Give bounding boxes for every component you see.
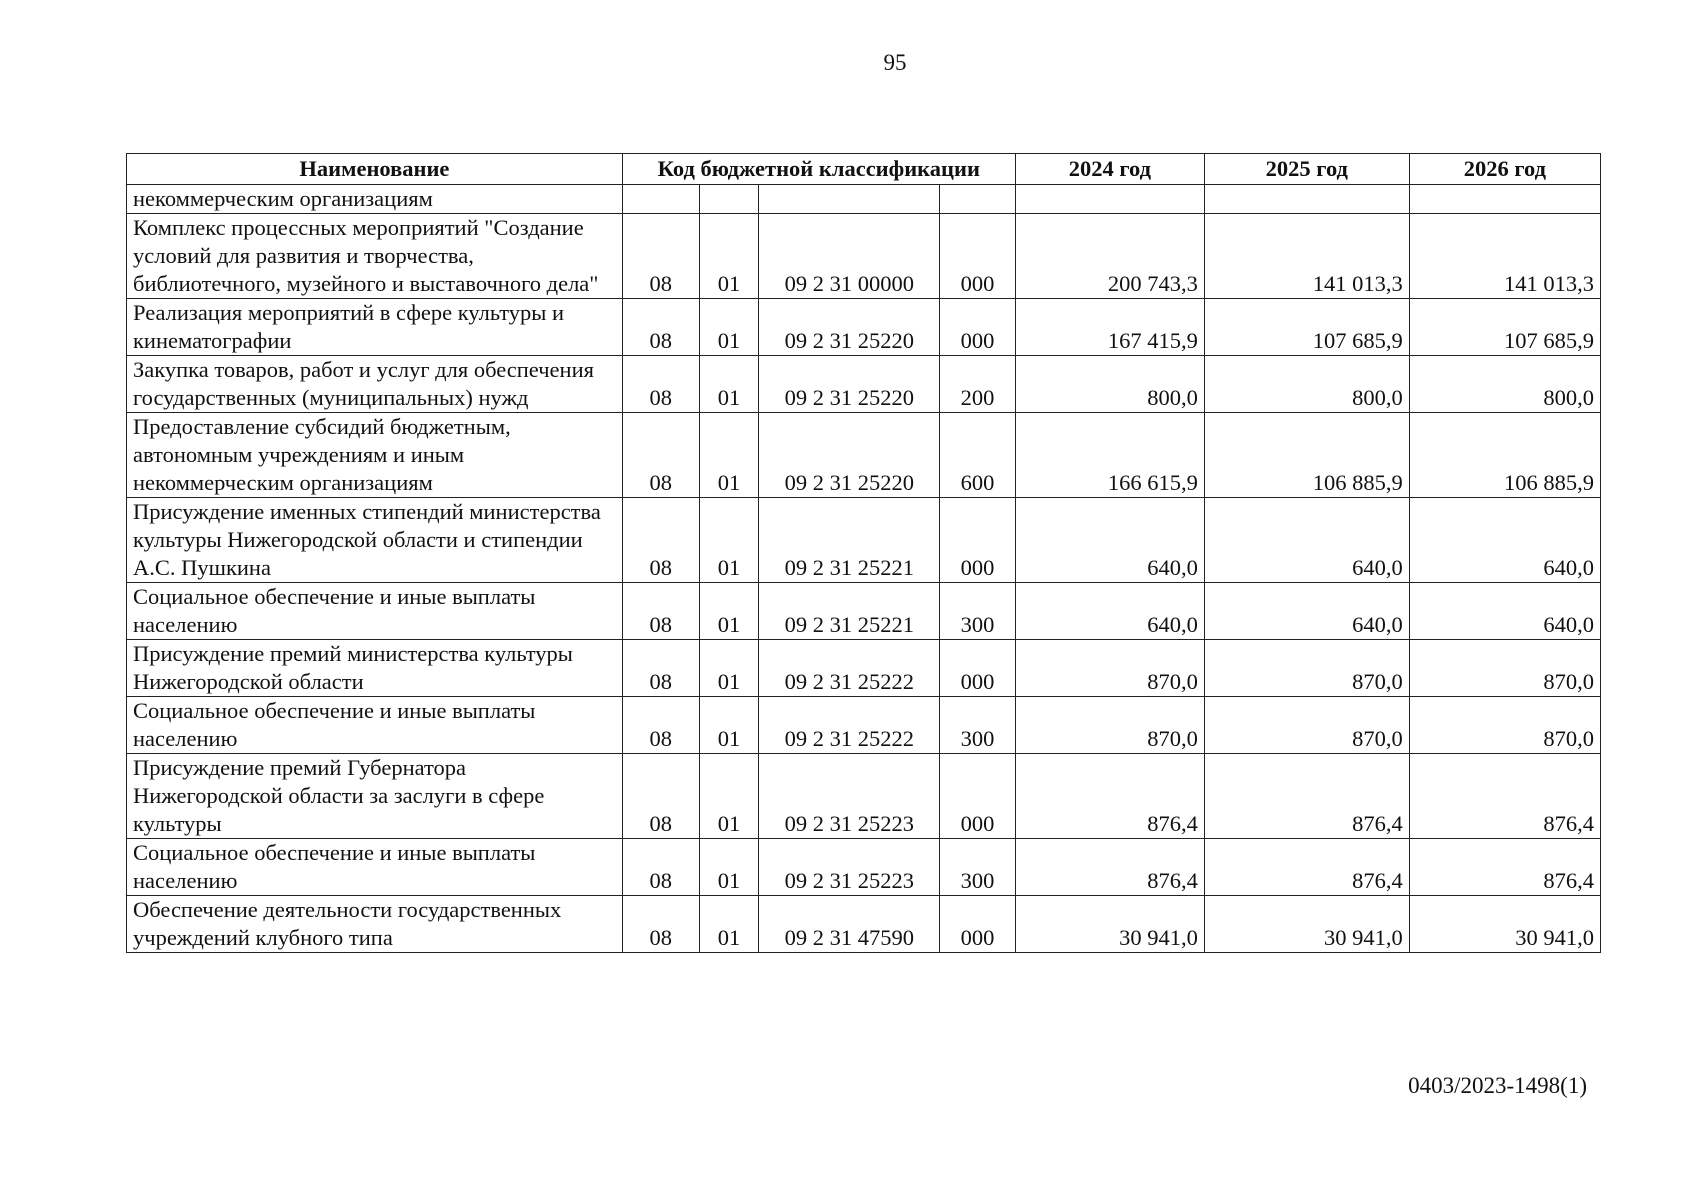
amount-2026: 870,0 bbox=[1409, 697, 1600, 754]
amount-2024: 30 941,0 bbox=[1015, 896, 1204, 953]
amount-2024: 166 615,9 bbox=[1015, 413, 1204, 498]
blank-cell bbox=[1409, 185, 1600, 214]
blank-cell bbox=[759, 185, 940, 214]
amount-2024: 800,0 bbox=[1015, 356, 1204, 413]
amount-2025: 640,0 bbox=[1204, 583, 1409, 640]
expense-type-code: 000 bbox=[940, 896, 1016, 953]
amount-2024: 876,4 bbox=[1015, 839, 1204, 896]
section-code: 08 bbox=[622, 356, 699, 413]
amount-2025: 876,4 bbox=[1204, 754, 1409, 839]
amount-2026: 106 885,9 bbox=[1409, 413, 1600, 498]
section-code: 08 bbox=[622, 299, 699, 356]
page-number: 95 bbox=[883, 50, 907, 75]
subsection-code: 01 bbox=[699, 583, 759, 640]
row-name: Закупка товаров, работ и услуг для обеспечения государственных (муниципальных) нужд bbox=[127, 356, 623, 413]
blank-cell bbox=[622, 185, 699, 214]
amount-2026: 141 013,3 bbox=[1409, 214, 1600, 299]
table-row bbox=[127, 640, 1601, 697]
row-name: Социальное обеспечение и иные выплаты населению bbox=[127, 839, 623, 896]
expense-type-code: 000 bbox=[940, 299, 1016, 356]
subsection-code: 01 bbox=[699, 697, 759, 754]
amount-2026: 870,0 bbox=[1409, 640, 1600, 697]
amount-2026: 107 685,9 bbox=[1409, 299, 1600, 356]
amount-2024: 640,0 bbox=[1015, 498, 1204, 583]
amount-2025: 640,0 bbox=[1204, 498, 1409, 583]
section-code: 08 bbox=[622, 413, 699, 498]
expense-type-code: 600 bbox=[940, 413, 1016, 498]
amount-2024: 876,4 bbox=[1015, 754, 1204, 839]
row-name: Присуждение премий министерства культуры Нижегородской области bbox=[127, 640, 623, 697]
subsection-code: 01 bbox=[699, 299, 759, 356]
amount-2025: 106 885,9 bbox=[1204, 413, 1409, 498]
expense-type-code: 200 bbox=[940, 356, 1016, 413]
amount-2025: 800,0 bbox=[1204, 356, 1409, 413]
expense-type-code: 000 bbox=[940, 214, 1016, 299]
amount-2026: 876,4 bbox=[1409, 839, 1600, 896]
table-row bbox=[127, 356, 1601, 413]
row-name: Присуждение именных стипендий министерства культуры Нижегородской области и стипендии А.С. Пушкина bbox=[127, 498, 623, 583]
row-name: Социальное обеспечение и иные выплаты населению bbox=[127, 697, 623, 754]
section-code: 08 bbox=[622, 839, 699, 896]
amount-2024: 167 415,9 bbox=[1015, 299, 1204, 356]
target-article-code: 09 2 31 25220 bbox=[759, 299, 940, 356]
header-budget-code: Код бюджетной классификации bbox=[622, 154, 1015, 185]
subsection-code: 01 bbox=[699, 896, 759, 953]
header-2026: 2026 год bbox=[1409, 154, 1600, 185]
blank-cell bbox=[940, 185, 1016, 214]
table-row bbox=[127, 896, 1601, 953]
target-article-code: 09 2 31 25221 bbox=[759, 583, 940, 640]
section-code: 08 bbox=[622, 498, 699, 583]
amount-2026: 800,0 bbox=[1409, 356, 1600, 413]
amount-2024: 870,0 bbox=[1015, 697, 1204, 754]
amount-2025: 876,4 bbox=[1204, 839, 1409, 896]
continuation-name: некоммерческим организациям bbox=[127, 185, 623, 214]
amount-2025: 870,0 bbox=[1204, 640, 1409, 697]
subsection-code: 01 bbox=[699, 356, 759, 413]
expense-type-code: 300 bbox=[940, 697, 1016, 754]
document-registration-code: 0403/2023-1498(1) bbox=[1408, 1073, 1587, 1098]
amount-2024: 640,0 bbox=[1015, 583, 1204, 640]
row-name: Предоставление субсидий бюджетным, автономным учреждениям и иным некоммерческим организациям bbox=[127, 413, 623, 498]
subsection-code: 01 bbox=[699, 498, 759, 583]
blank-cell bbox=[1015, 185, 1204, 214]
subsection-code: 01 bbox=[699, 839, 759, 896]
target-article-code: 09 2 31 25221 bbox=[759, 498, 940, 583]
target-article-code: 09 2 31 00000 bbox=[759, 214, 940, 299]
target-article-code: 09 2 31 25222 bbox=[759, 640, 940, 697]
section-code: 08 bbox=[622, 583, 699, 640]
header-name: Наименование bbox=[127, 154, 623, 185]
amount-2025: 141 013,3 bbox=[1204, 214, 1409, 299]
amount-2024: 870,0 bbox=[1015, 640, 1204, 697]
target-article-code: 09 2 31 25223 bbox=[759, 754, 940, 839]
amount-2026: 30 941,0 bbox=[1409, 896, 1600, 953]
subsection-code: 01 bbox=[699, 640, 759, 697]
expense-type-code: 000 bbox=[940, 640, 1016, 697]
continuation-row bbox=[127, 185, 1601, 214]
row-name: Социальное обеспечение и иные выплаты населению bbox=[127, 583, 623, 640]
target-article-code: 09 2 31 25220 bbox=[759, 413, 940, 498]
table-row bbox=[127, 583, 1601, 640]
amount-2024: 200 743,3 bbox=[1015, 214, 1204, 299]
subsection-code: 01 bbox=[699, 214, 759, 299]
row-name: Присуждение премий Губернатора Нижегородской области за заслуги в сфере культуры bbox=[127, 754, 623, 839]
section-code: 08 bbox=[622, 754, 699, 839]
section-code: 08 bbox=[622, 697, 699, 754]
expense-type-code: 000 bbox=[940, 754, 1016, 839]
table-row bbox=[127, 214, 1601, 299]
amount-2025: 107 685,9 bbox=[1204, 299, 1409, 356]
target-article-code: 09 2 31 25220 bbox=[759, 356, 940, 413]
amount-2025: 870,0 bbox=[1204, 697, 1409, 754]
table-header-row bbox=[127, 154, 1601, 185]
row-name: Обеспечение деятельности государственных учреждений клубного типа bbox=[127, 896, 623, 953]
table-row bbox=[127, 839, 1601, 896]
expense-type-code: 000 bbox=[940, 498, 1016, 583]
subsection-code: 01 bbox=[699, 754, 759, 839]
section-code: 08 bbox=[622, 896, 699, 953]
target-article-code: 09 2 31 25223 bbox=[759, 839, 940, 896]
header-2024: 2024 год bbox=[1015, 154, 1204, 185]
blank-cell bbox=[1204, 185, 1409, 214]
expense-type-code: 300 bbox=[940, 839, 1016, 896]
table-row bbox=[127, 498, 1601, 583]
target-article-code: 09 2 31 25222 bbox=[759, 697, 940, 754]
expense-type-code: 300 bbox=[940, 583, 1016, 640]
amount-2026: 640,0 bbox=[1409, 583, 1600, 640]
header-2025: 2025 год bbox=[1204, 154, 1409, 185]
table-row bbox=[127, 413, 1601, 498]
amount-2026: 640,0 bbox=[1409, 498, 1600, 583]
amount-2026: 876,4 bbox=[1409, 754, 1600, 839]
table-row bbox=[127, 697, 1601, 754]
target-article-code: 09 2 31 47590 bbox=[759, 896, 940, 953]
table-row bbox=[127, 754, 1601, 839]
section-code: 08 bbox=[622, 214, 699, 299]
amount-2025: 30 941,0 bbox=[1204, 896, 1409, 953]
blank-cell bbox=[699, 185, 759, 214]
subsection-code: 01 bbox=[699, 413, 759, 498]
row-name: Комплекс процессных мероприятий "Создание условий для развития и творчества, библиотечного, музейного и выставочного дела" bbox=[127, 214, 623, 299]
row-name: Реализация мероприятий в сфере культуры и кинематографии bbox=[127, 299, 623, 356]
budget-table bbox=[126, 153, 1601, 953]
table-row bbox=[127, 299, 1601, 356]
section-code: 08 bbox=[622, 640, 699, 697]
